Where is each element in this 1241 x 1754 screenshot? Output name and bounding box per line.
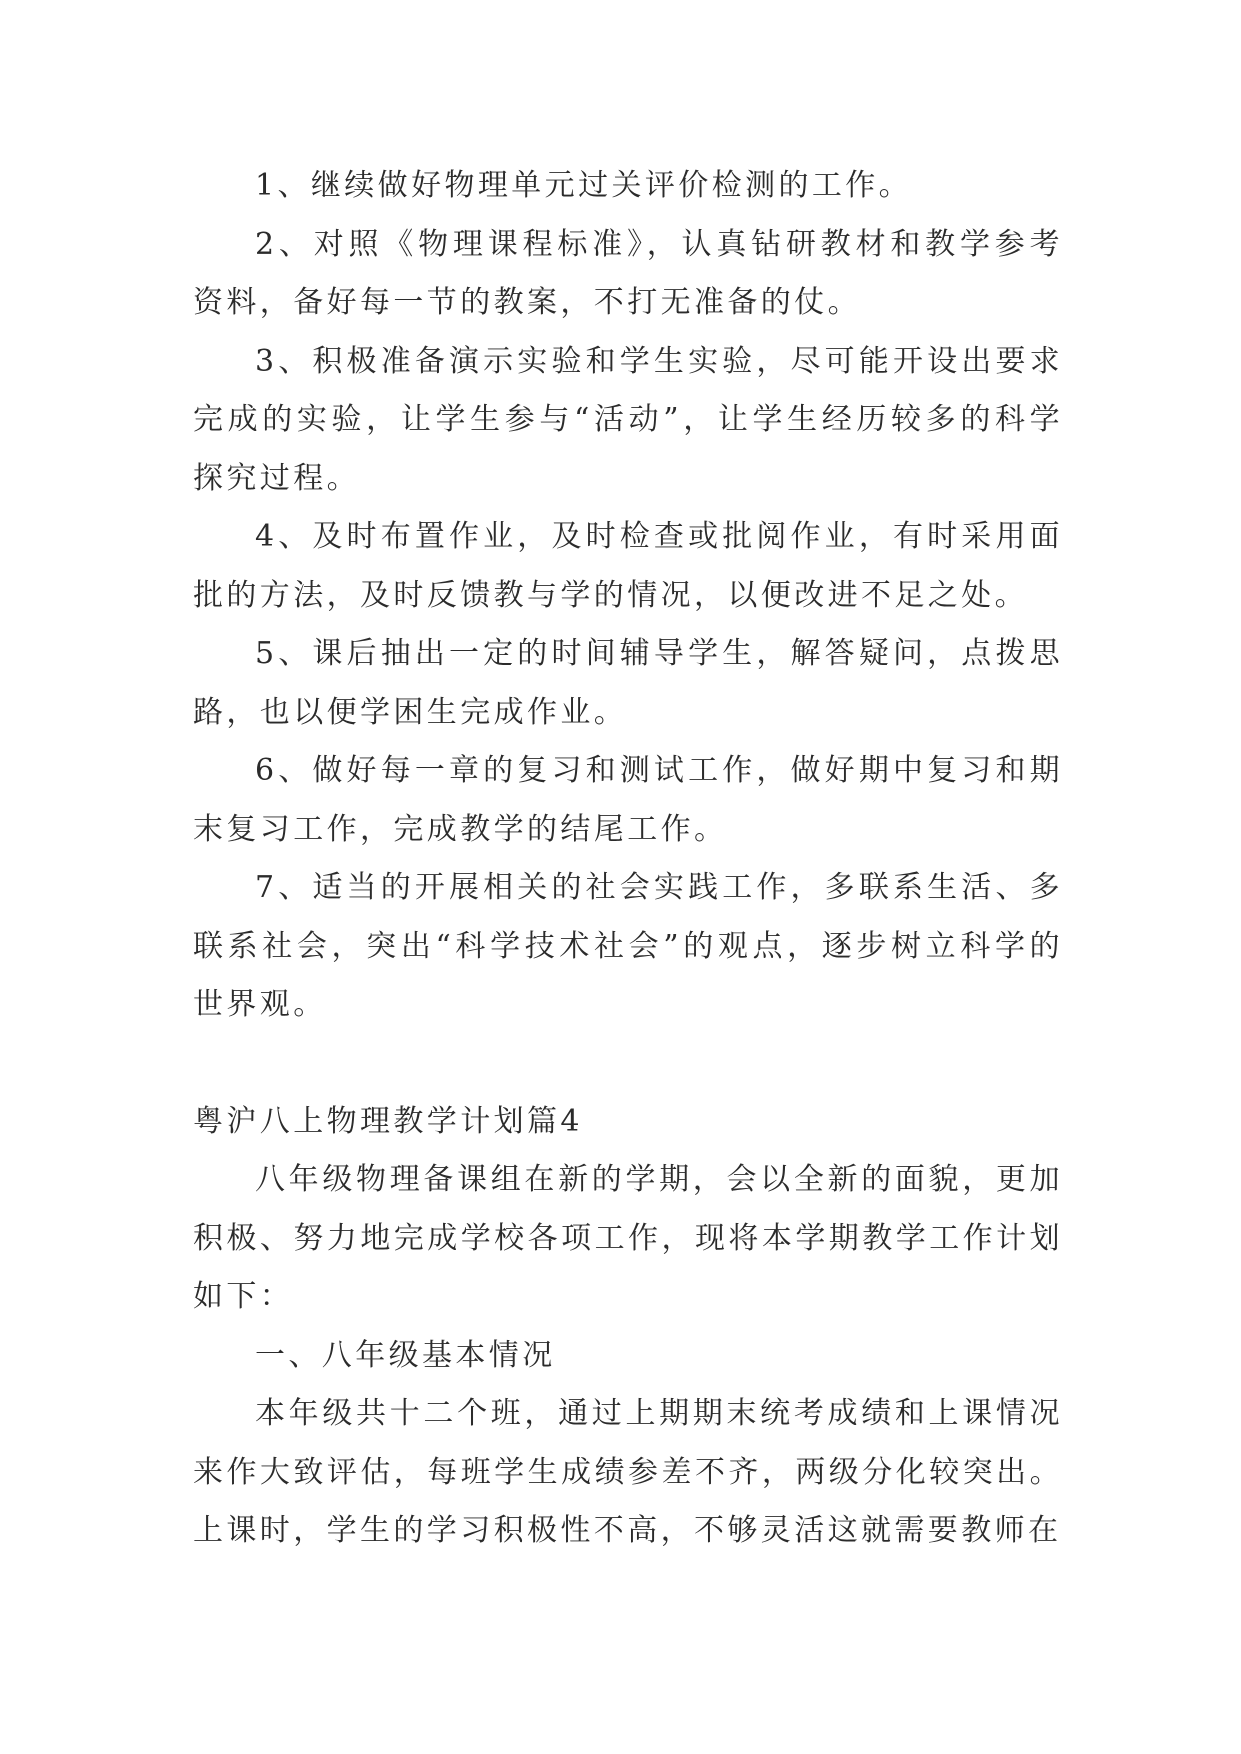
paragraph-item-7: 7、适当的开展相关的社会实践工作，多联系生活、多联系社会，突出“科学技术社会”的观点，逐步树立科学的世界观。 (193, 870, 1063, 1022)
section-heading: 粤沪八上物理教学计划篇4 (193, 1103, 583, 1139)
paragraph-item-2: 2、对照《物理课程标准》，认真钻研教材和教学参考资料，备好每一节的教案，不打无准备的仗。 (193, 226, 1063, 320)
intro-paragraph: 八年级物理备课组在新的学期，会以全新的面貌，更加积极、努力地完成学校各项工作，现将本学期教学工作计划如下： (193, 1162, 1063, 1314)
paragraph-item-1: 1、继续做好物理单元过关评价检测的工作。 (255, 168, 913, 203)
paragraph-item-5: 5、课后抽出一定的时间辅导学生，解答疑问，点拨思路，也以便学困生完成作业。 (193, 636, 1063, 730)
situation-paragraph: 本年级共十二个班，通过上期期末统考成绩和上课情况来作大致评估，每班学生成绩参差不齐，两级分化较突出。上课时，学生的学习积极性不高，不够灵活这就需要教师在 (193, 1396, 1063, 1548)
subsection-heading: 一、八年级基本情况 (255, 1337, 556, 1373)
paragraph-item-3: 3、积极准备演示实验和学生实验，尽可能开设出要求完成的实验，让学生参与“活动”，让学生经历较多的科学探究过程。 (193, 343, 1063, 496)
paragraph-item-4: 4、及时布置作业，及时检查或批阅作业，有时采用面批的方法，及时反馈教与学的情况，以便改进不足之处。 (193, 519, 1063, 613)
paragraph-item-6: 6、做好每一章的复习和测试工作，做好期中复习和期末复习工作，完成教学的结尾工作。 (193, 753, 1063, 847)
document-body (193, 157, 1063, 1561)
